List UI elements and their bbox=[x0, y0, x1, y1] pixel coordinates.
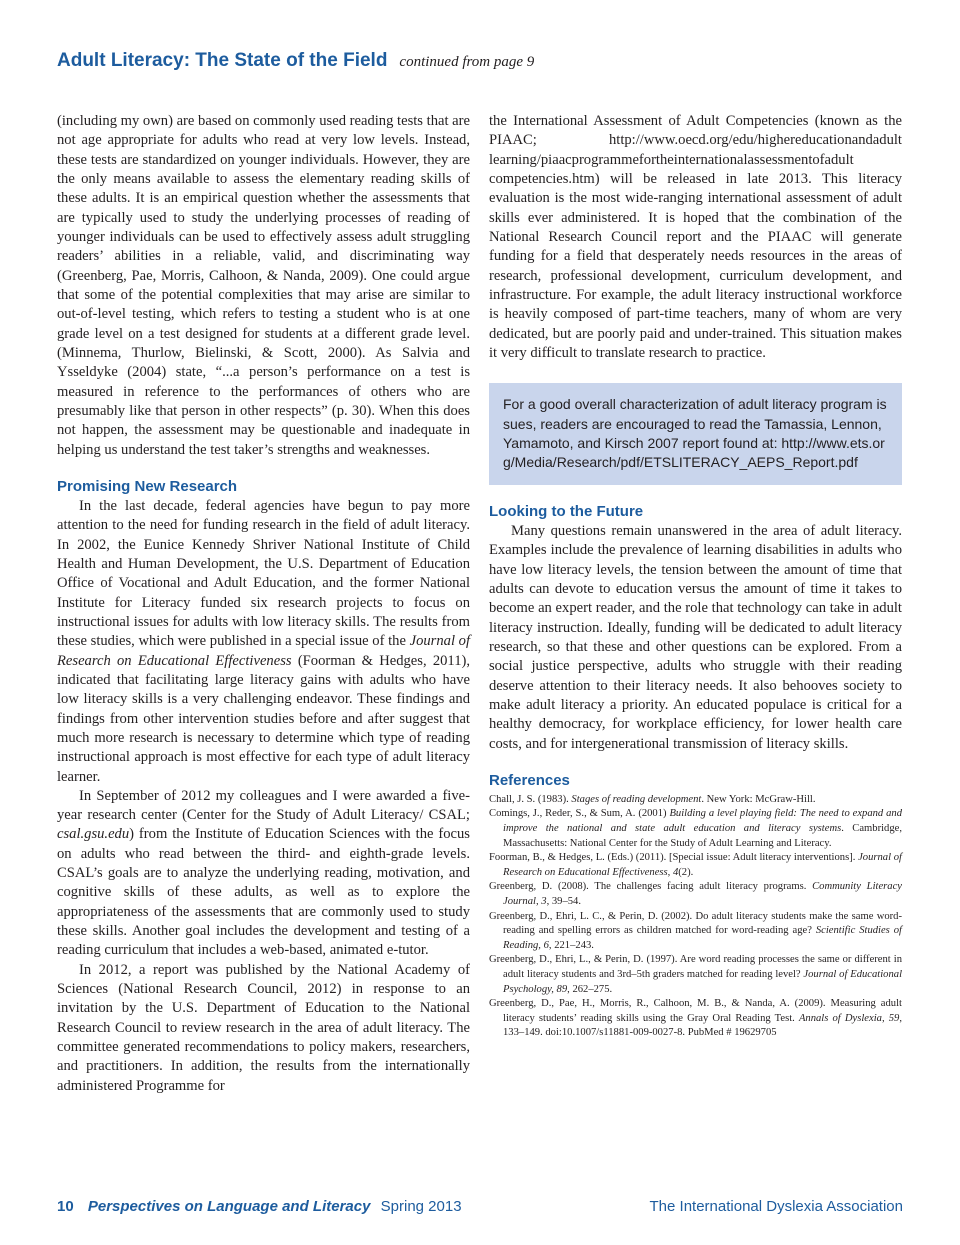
reference-item bbox=[489, 910, 902, 954]
paragraph-federal-agencies bbox=[57, 497, 470, 787]
journal-title: Journal of Research on Educational Effectiveness bbox=[57, 633, 471, 669]
text-span: In the last decade, federal agencies have begun to pay more attention to the need for funding research in the field of adult literacy. In 2002, the Eunice Kennedy Shriver National Institute of Child Health and Human Development, the U.S. Department of Education Office of Vocational and Adult Education, and the former National Institute for Literacy funded six research projects to focus on instructional issues for adults with low literacy skills. The results from these studies, which were published in a special issue of the bbox=[57, 497, 470, 650]
text-span: Chall, J. S. (1983). bbox=[489, 793, 572, 805]
reference-item bbox=[489, 807, 902, 851]
text-span: , 221–243. bbox=[548, 939, 594, 951]
reference-item bbox=[489, 880, 902, 909]
right-column bbox=[489, 112, 902, 1041]
text-span: . New York: McGraw-Hill. bbox=[701, 793, 816, 805]
csal-link[interactable]: csal.gsu.edu bbox=[57, 826, 130, 843]
reference-list bbox=[489, 793, 902, 1041]
text-span: , 262–275. bbox=[567, 983, 613, 995]
text-span: Community Literacy Journal, 3 bbox=[503, 881, 902, 907]
text-span: (Foorman & Hedges, 2011), indicated that facilitating large literacy gains with adults who have low literacy skills is a very challenging endeavor. These findings and findings from other intervention studies before and after suggest that much more research is necessary to determine which type of reading instructional approach is most effective for each type of adult literacy learner. bbox=[57, 652, 470, 785]
left-column bbox=[57, 112, 470, 1096]
sidebar-text: For a good overall characterization of adult literacy program issues, readers are encouraged to read the Tamassia, Lennon, Yamamoto, and Kirsch 2007 report found at: bbox=[503, 396, 887, 452]
reference-item bbox=[489, 997, 902, 1041]
text-span: Greenberg, D., Pae, H., Morris, R., Calhoon, M. B., & Nanda, A. (2009). Measuring adult literacy students’ reading skills using the Gray Oral Reading Test. bbox=[489, 998, 902, 1024]
text-span: Greenberg, D. (2008). The challenges facing adult literacy programs. bbox=[489, 881, 813, 893]
paragraph-csal bbox=[57, 787, 470, 961]
reference-item bbox=[489, 793, 902, 808]
text-span: Greenberg, D., Ehri, L., & Perin, D. (1997). Are word reading processes the same or different in adult literacy students and 3rd–5th graders matched for reading level? bbox=[489, 954, 902, 980]
reference-item bbox=[489, 953, 902, 997]
article-title: Adult Literacy: The State of the Field bbox=[57, 50, 388, 71]
text-span: Journal of Educational Psychology, 89 bbox=[503, 968, 903, 995]
text-span: In September of 2012 my colleagues and I were awarded a five-year research center (Center for the Study of Adult Literacy/ CSAL; bbox=[57, 787, 470, 824]
organization-name: The International Dyslexia Association bbox=[649, 1198, 903, 1215]
publication-name: Perspectives on Language and Literacy bbox=[87, 1198, 371, 1215]
page-header bbox=[57, 50, 917, 72]
paragraph-assessment: (including my own) are based on commonly used reading tests that are not age appropriate for adults who read at very low levels. Instead, these tests are standardized on younger individuals. However, they are the only means available to assess the elementary reading skills of these adults. It is an empirical question whether the assessments that are typically used to study the underlying processes of reading of younger individuals can be used to effectively assess adult struggling readers’ abilities in a reliable, valid, and discriminating way (Greenberg, Pae, Morris, Calhoon, & Nanda, 2009). One could argue that some of the potential complexities that may arise are similar to out-of-level testing, which refers to testing a student who is at one grade level on a test designed for students at a different grade level. (Minnema, Thurlow, Bielinski, & Scott, 2000). As Salvia and Ysseldyke (2004) state, “...a person’s performance on a test is measured in reference to the performances of others who are presumably like that person in other respects” (p. 30). When this does not happen, the assessment may be questionable and inadequate in helping us understand the test taker’s strengths and weaknesses. bbox=[57, 113, 470, 458]
continued-note: continued from page 9 bbox=[399, 54, 535, 70]
page-number: 10 bbox=[57, 1198, 74, 1215]
text-span: ) from the Institute of Education Sciences with the focus on adults who read between the third- and eighth-grade levels. CSAL’s goals are to analyze the underlying reading, motivation, and cognitive skills of these adults, as well as to explore the appropriateness of the assessments that are commonly used to study these skills. Another goal includes the development and testing of a reading curriculum that includes a web-based, animated e-tutor. bbox=[57, 826, 470, 959]
text-span: Comings, J., Reder, S., & Sum, A. (2001) bbox=[489, 808, 670, 820]
text-span: Building a level playing field: The need to expand and improve the national and state adult education and literacy systems bbox=[503, 808, 903, 835]
text-span: Scientific Studies of Reading, 6 bbox=[503, 925, 902, 951]
page-footer bbox=[57, 1198, 903, 1215]
text-span: . Cambridge, Massachusetts: National Center for the Study of Adult Learning and Literacy. bbox=[503, 823, 902, 849]
text-span: Annals of Dyslexia, 59 bbox=[798, 1012, 900, 1024]
paragraph-nas-report: In 2012, a report was published by the National Academy of Sciences (National Research Council, 2012) in response to an invitation by the U.S. Department of Education to the National Research Council to review research in the area of adult literacy. The committee generated recommendations to policy makers, researchers, and practitioners. In addition, the results from the internationally administered Programme for bbox=[57, 961, 470, 1094]
text-span: Stages of reading development bbox=[571, 793, 702, 805]
sidebar-url[interactable]: http://www.ets.org/Media/Research/pdf/ETSLITERACY_AEPS_Report.pdf bbox=[503, 435, 885, 471]
reference-item bbox=[489, 851, 902, 880]
issue-date: Spring 2013 bbox=[380, 1198, 462, 1215]
sidebar-box bbox=[489, 383, 902, 485]
paragraph-piaac: the International Assessment of Adult Competencies (known as the PIAAC; http://www.oecd.org/edu/higher​education​andadult​learning/piaac​programme​for​the​international​assessment​ofadult​competencies.htm) will be released in late 2013. This literacy evaluation is the most wide-ranging international assessment of adult skills ever administered. It is hoped that the combination of the National Research Council report and the PIAAC will generate funding for a field that desperately needs resources in the areas of research, professional development, curriculum development, and infrastructure. For example, the adult literacy instructional workforce is heavily composed of part-time teachers, many of whom are very dedicated, but are poorly paid and under-trained. This situation makes it very difficult to translate research to practice. bbox=[489, 113, 902, 361]
text-span: Greenberg, D., Ehri, L. C., & Perin, D. (2002). Do adult literacy students make the same word-reading and spelling errors as children matched for word-reading age? bbox=[489, 910, 902, 937]
heading-looking-to-the-future: Looking to the Future bbox=[489, 502, 644, 520]
text-span: (2). bbox=[678, 866, 694, 878]
paragraph-future: Many questions remain unanswered in the area of adult literacy. Examples include the prevalence of learning disabilities in adults who have low literacy levels, the tension between the amount of time that adults can devote to education versus the amount of time it takes to become an expert reader, and the role that technology can take in adult literacy instruction. Ideally, funding will be dedicated to adult literacy research, so that these and other questions can be explored. From a social justice perspective, adults who struggle with their reading deserve attention to their literacy needs. It also behooves society to make adult literacy a priority. An educated populace is critical for a healthy democracy, for workplace efficiency, for lower health care costs, and for intergenerational transmission of literacy skills. bbox=[489, 522, 902, 752]
text-span: , 133–149. doi:10.1007/s11881-009-0027-8. PubMed # 19629705 bbox=[503, 1012, 902, 1039]
heading-references: References bbox=[489, 771, 570, 789]
text-span: , 39–54. bbox=[546, 895, 581, 907]
heading-promising-new-research: Promising New Research bbox=[57, 477, 238, 495]
text-span: Journal of Research on Educational Effectiveness, 4 bbox=[503, 852, 902, 878]
text-span: Foorman, B., & Hedges, L. (Eds.) (2011). [Special issue: Adult literacy interventions]. bbox=[489, 852, 859, 864]
